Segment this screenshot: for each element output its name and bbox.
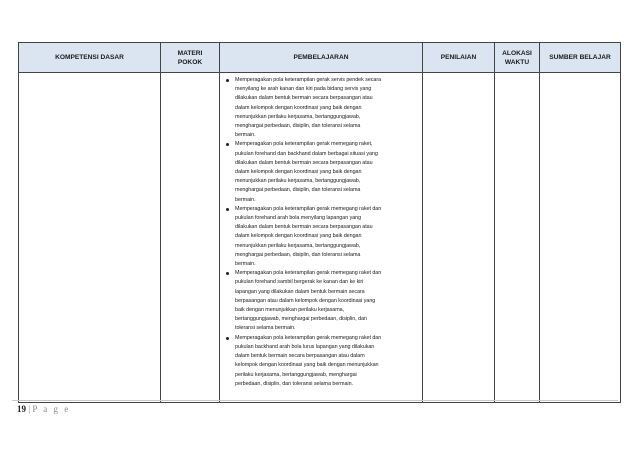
cell-sumber-belajar xyxy=(540,73,621,403)
header-pembelajaran xyxy=(220,43,423,73)
pembelajaran-list xyxy=(220,73,422,389)
item-text-line: dilakukan dalam bentuk bermain secara berpasangan atau xyxy=(235,159,373,166)
item-text-line: menunjukkan perilaku kerjasama, bertanggungjawab, xyxy=(235,242,361,249)
item-text-line: dalam kelompok dengan koordinasi yang baik dengan xyxy=(235,233,362,240)
item-text-line: pukulan backhand arah bola lurus lapangan yang dilakukan xyxy=(235,343,375,350)
item-text-line: dalam kelompok dengan koordinasi yang baik dengan xyxy=(235,169,362,176)
header-materi-pokok xyxy=(161,43,220,73)
list-item xyxy=(226,269,420,333)
item-text-line: menyilang ke arah kanan dan kiri pada bidang servis yang xyxy=(235,86,372,93)
item-text-line: Memperagakan pola keterampilan gerak memegang raket dan xyxy=(235,205,382,212)
list-item xyxy=(226,76,420,140)
item-text-line: lapangan yang dilakukan dalam bentuk bermain secara xyxy=(235,288,365,295)
cell-penilaian xyxy=(423,73,495,403)
item-text-line: bertanggungjawab, menghargai perbedaan, disiplin, dan xyxy=(235,316,367,323)
header-alokasi-line1: ALOKASI xyxy=(502,49,532,57)
footer-divider xyxy=(12,400,618,401)
item-text-line: baik dengan menunjukkan perilaku kerjasama, xyxy=(235,307,345,314)
item-text-line: menunjukkan perilaku kerjasama, bertanggungjawab, xyxy=(235,113,361,120)
list-item xyxy=(226,334,420,389)
header-materi-line1: MATERI xyxy=(177,49,203,57)
cell-kompetensi-dasar xyxy=(19,73,161,403)
item-text-line: menunjukkan perilaku kerjasama, bertanggungjawab, xyxy=(235,178,361,185)
item-text-line: dalam kelompok dengan koordinasi yang baik dengan xyxy=(235,104,362,111)
item-text-line: bermain. xyxy=(235,196,256,203)
page-number: 19 xyxy=(17,404,26,414)
syllabus-table xyxy=(18,42,621,403)
item-text-line: dilakukan dalam bentuk bermain secara berpasangan atau xyxy=(235,95,373,102)
header-pembelajaran-label: PEMBELAJARAN xyxy=(293,54,349,61)
header-kompetensi-dasar xyxy=(19,43,161,73)
item-text-line: dalam bentuk bermain secara berpasangan atau dalam xyxy=(235,353,365,360)
table-row xyxy=(19,73,621,403)
cell-alokasi-waktu xyxy=(495,73,540,403)
item-text-line: berpasangan atau dalam kelompok dengan koordinasi yang xyxy=(235,297,376,304)
header-kompetensi-label: KOMPETENSI DASAR xyxy=(55,54,124,61)
header-sumber-label: SUMBER BELAJAR xyxy=(549,54,611,61)
item-text-line: Memperagakan pola keterampilan gerak memegang raket dan xyxy=(235,270,382,277)
bullet-icon xyxy=(226,208,229,211)
item-text-line: menghargai perbedaan, disiplin, dan toleransi selama xyxy=(235,251,361,258)
header-row xyxy=(19,43,621,73)
item-text-line: pukulan forehand dan backhand dalam berbagai situasi yang xyxy=(235,150,378,157)
header-penilaian-label: PENILAIAN xyxy=(440,54,477,61)
bullet-icon xyxy=(226,337,229,340)
item-text-line: kelompok dengan koordinasi yang baik dengan menunjukkan xyxy=(235,362,379,369)
footer-separator: | xyxy=(28,404,31,414)
item-text-line: Memperagakan pola keterampilan gerak servis pendek secara xyxy=(235,77,382,83)
list-item xyxy=(226,205,420,269)
page-label: P a g e xyxy=(32,404,71,414)
page-footer xyxy=(17,404,70,414)
item-text-line: toleransi selama bermain. xyxy=(235,325,296,332)
item-text-line: bermain. xyxy=(235,132,256,139)
list-item xyxy=(226,140,420,204)
item-text-line: Memperagakan pola keterampilan gerak memegang raket, xyxy=(235,141,373,148)
item-text-line: perilaku kerjasama, bertanggungjawab, menghargai xyxy=(235,371,357,378)
header-sumber-belajar xyxy=(540,43,621,73)
item-text-line: bermain. xyxy=(235,261,256,268)
header-alokasi-waktu xyxy=(495,43,540,73)
item-text-line: menghargai perbedaan, disiplin, dan toleransi selama xyxy=(235,123,361,130)
item-text-line: pukulan forehand sambil bergerak ke kanan dan ke kiri xyxy=(235,279,364,286)
cell-pembelajaran xyxy=(220,73,423,403)
cell-materi-pokok xyxy=(161,73,220,403)
item-text-line: dilakukan dalam bentuk bermain secara berpasangan atau xyxy=(235,224,373,231)
item-text-line: Memperagakan pola keterampilan gerak memegang raket dan xyxy=(235,334,382,341)
bullet-icon xyxy=(226,79,229,82)
header-penilaian xyxy=(423,43,495,73)
bullet-icon xyxy=(226,143,229,146)
bullet-icon xyxy=(226,272,229,275)
item-text-line: pukulan forehand arah bola menyilang lapangan yang xyxy=(235,215,362,222)
item-text-line: perbedaan, disiplin, dan toleransi selama bermain. xyxy=(235,380,353,387)
header-materi-line2: POKOK xyxy=(177,58,203,66)
item-text-line: menghargai perbedaan, disiplin, dan toleransi selama xyxy=(235,187,361,194)
header-alokasi-line2: WAKTU xyxy=(504,58,530,66)
